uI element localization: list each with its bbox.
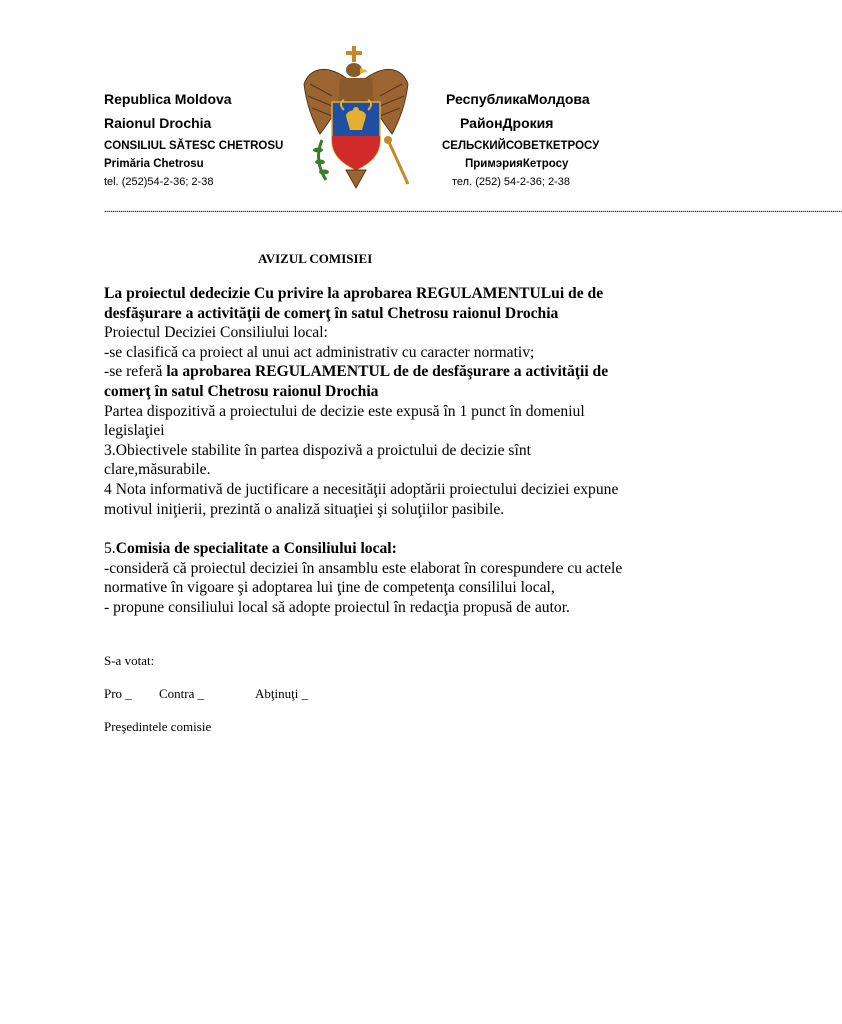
vote-contra: Contra _ xyxy=(159,686,205,701)
document-body xyxy=(104,284,674,618)
body-line-5 xyxy=(104,362,674,382)
body-line-13-prefix: 5. xyxy=(104,540,116,558)
body-line-16: - propune consiliului local să adopte proiectul în redacţia propusă de autor. xyxy=(104,598,570,616)
body-line-15: normative în vigoare şi adoptarea lui ţine de competenţa consililui local, xyxy=(104,579,555,597)
committee-chair: Preşedintele comisie xyxy=(104,719,212,734)
body-line-2: desfăşurare a activităţii de comerţ în satul Chetrosu raionul Drochia xyxy=(104,304,559,322)
body-line-13-bold: Comisia de specialitate a Consiliului local: xyxy=(115,540,397,558)
body-line-13 xyxy=(104,539,674,559)
header-right-phone: тел. (252) 54-2-36; 2-38 xyxy=(452,176,570,188)
header-left-council: CONSILIUL SĂTESC CHETROSU xyxy=(104,140,284,152)
body-line-5-bold: la aprobarea REGULAMENTUL de de desfăşurare a activităţii de xyxy=(166,363,609,381)
vote-pro: Pro _ xyxy=(104,686,132,701)
body-line-8: legislaţiei xyxy=(104,422,165,440)
header-right-country: РеспубликаМолдова xyxy=(446,91,590,107)
body-line-10: clare,măsurabile. xyxy=(104,461,211,479)
header-separator: ................................................................................................................................................................................................................................................................................................................................................................................. xyxy=(104,204,842,215)
header-left-district: Raionul Drochia xyxy=(104,115,212,131)
header-left-mayoralty: Primăria Chetrosu xyxy=(104,158,204,170)
body-line-5-prefix: -se referă xyxy=(104,363,167,381)
body-line-7: Partea dispozitivă a proiectului de decizie este expusă în 1 punct în domeniul xyxy=(104,402,585,420)
header-right-council: СЕЛЬСКИЙСОВЕТКЕТРОСУ xyxy=(442,140,600,152)
body-line-9: 3.Obiectivele stabilite în partea dispozivă a proictului de decizie sînt xyxy=(104,441,531,459)
vote-label: S-a votat: xyxy=(104,653,155,668)
header-right-mayoralty: ПримэрияКетросу xyxy=(465,158,569,170)
vote-abstentions: Abţinuţi _ xyxy=(255,686,309,701)
paragraph-gap xyxy=(104,519,674,539)
header-right-district: РайонДрокия xyxy=(460,115,554,131)
body-line-3: Proiectul Deciziei Consiliului local: xyxy=(104,324,328,342)
body-line-11: 4 Nota informativă de juctificare a necesităţii adoptării proiectului deciziei expune xyxy=(104,480,619,498)
body-line-6: comerţ în satul Chetrosu raionul Drochia xyxy=(104,382,379,400)
body-line-12: motivul iniţierii, prezintă o analiză situaţiei şi soluţiilor pasibile. xyxy=(104,500,505,518)
header-left-phone: tel. (252)54-2-36; 2-38 xyxy=(104,176,214,188)
body-line-1: La proiectul dedecizie Cu privire la aprobarea REGULAMENTULui de de xyxy=(104,285,604,302)
header-left-country: Republica Moldova xyxy=(104,91,232,107)
body-line-14: -consideră că proiectul deciziei în ansamblu este elaborat în corespundere cu actele xyxy=(104,559,623,577)
moldova-coat-of-arms-icon xyxy=(296,44,416,192)
document-title: AVIZUL COMISIEI xyxy=(258,251,373,266)
body-line-4: -se clasifică ca proiect al unui act administrativ cu caracter normativ; xyxy=(104,343,535,361)
